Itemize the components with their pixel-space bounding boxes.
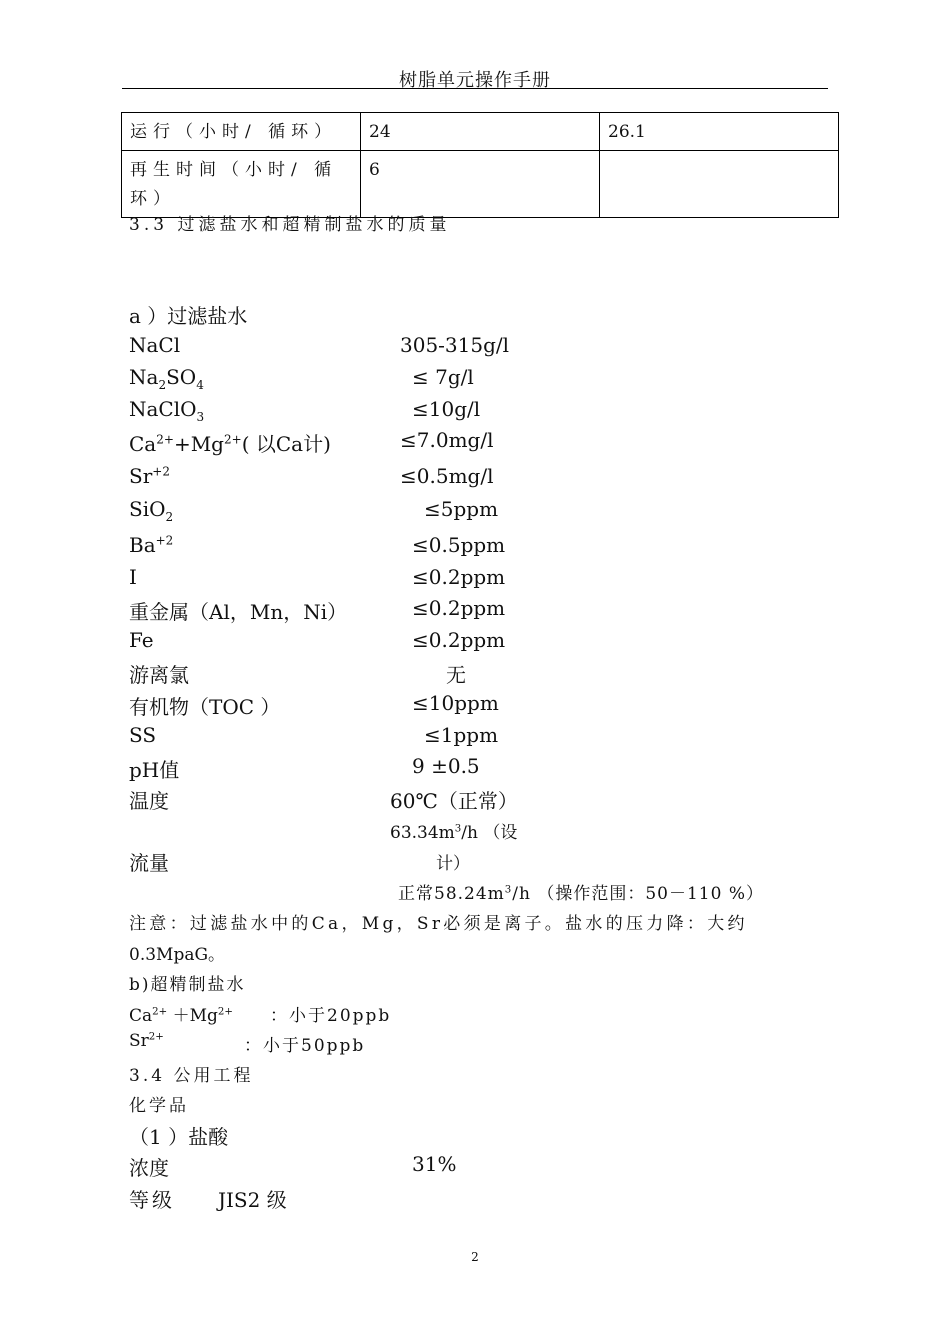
section-subtitle: 化学品 bbox=[129, 1096, 189, 1116]
spec-value: ≤0.2ppm bbox=[412, 628, 506, 652]
spec-name: SiO$_2$ bbox=[129, 497, 174, 524]
cell-text: 24 bbox=[369, 122, 391, 142]
spec-name: $Ca^{2+}+Mg^{2+}$( 以Ca计) bbox=[129, 432, 331, 456]
spec-name: $Ca^{2+} +Mg^{2+}$ bbox=[129, 1006, 233, 1026]
spec-name: $Sr^{+2}$ bbox=[129, 464, 170, 488]
spec-name: 浓度 bbox=[129, 1156, 169, 1180]
spec-value: ：小于50ppb bbox=[244, 1036, 366, 1056]
cell-text-line: 环） bbox=[130, 189, 176, 209]
flow-design-value: $63.34m^3/h$ （设 bbox=[390, 823, 518, 843]
spec-name: 重金属（Al，Mn，Ni） bbox=[129, 600, 348, 624]
flow-design-value-cont: 计） bbox=[436, 854, 470, 874]
table-cell-label bbox=[122, 151, 361, 218]
spec-value: ≤1ppm bbox=[424, 723, 499, 747]
spec-name: 等级 bbox=[129, 1188, 175, 1212]
regeneration-table bbox=[121, 112, 839, 218]
table-row bbox=[122, 151, 839, 218]
cell-text: 运行（小时/ 循环） bbox=[130, 122, 338, 142]
subsection-heading: a ）过滤盐水 bbox=[129, 304, 248, 328]
spec-value: 31% bbox=[412, 1152, 457, 1176]
note-text: 注意：过滤盐水中的Ca，Mg，Sr必须是离子。盐水的压力降：大约 bbox=[129, 914, 748, 934]
table-cell-value bbox=[600, 113, 839, 151]
spec-value: ≤10ppm bbox=[412, 691, 499, 715]
spec-value: ≤7.0mg/l bbox=[400, 428, 494, 452]
spec-value: ≤10g/l bbox=[412, 397, 481, 421]
spec-value: 无 bbox=[446, 663, 466, 687]
table-cell-value bbox=[600, 151, 839, 218]
cell-text: 6 bbox=[369, 160, 380, 180]
spec-name: I bbox=[129, 565, 137, 589]
spec-value: ≤0.2ppm bbox=[412, 596, 506, 620]
spec-value: ≤5ppm bbox=[424, 497, 499, 521]
cell-text: 26.1 bbox=[608, 122, 646, 142]
spec-value: 9 ±0.5 bbox=[412, 754, 480, 778]
spec-value: ≤ 7g/l bbox=[412, 365, 474, 389]
cell-text-line: 再生时间（小时/ 循 bbox=[130, 160, 338, 180]
spec-name: 有机物（TOC ） bbox=[129, 695, 281, 719]
table-cell-value bbox=[361, 151, 600, 218]
spec-name: $Ba^{+2}$ bbox=[129, 533, 174, 557]
page-header-title: 树脂单元操作手册 bbox=[399, 70, 551, 91]
spec-value: ≤0.5mg/l bbox=[400, 464, 494, 488]
spec-name: NaClO$_3$ bbox=[129, 397, 205, 424]
spec-value: ≤0.2ppm bbox=[412, 565, 506, 589]
table-cell-value bbox=[361, 113, 600, 151]
spec-value: ≤0.5ppm bbox=[412, 533, 506, 557]
spec-value: 60℃（正常） bbox=[390, 789, 518, 813]
spec-name: $Na_2SO_4$ bbox=[129, 365, 204, 392]
spec-value: 305-315g/l bbox=[400, 333, 510, 357]
table-row bbox=[122, 113, 839, 151]
flow-normal-value: 正常$58.24m^3/h$ （操作范围：50－110 %） bbox=[398, 884, 764, 904]
spec-name: pH值 bbox=[129, 758, 180, 782]
spec-name: 游离氯 bbox=[129, 663, 189, 687]
spec-name: $Sr^{2+}$ bbox=[129, 1031, 164, 1051]
spec-name: SS bbox=[129, 723, 157, 747]
spec-name: NaCl bbox=[129, 333, 181, 357]
spec-name: 温度 bbox=[129, 789, 169, 813]
table-cell-label bbox=[122, 113, 361, 151]
spec-name: 流量 bbox=[129, 851, 169, 875]
header-rule bbox=[122, 88, 828, 89]
section-heading: 3.3 过滤盐水和超精制盐水的质量 bbox=[129, 215, 451, 235]
note-text: 0.3MpaG。 bbox=[129, 945, 226, 965]
subsection-heading: （1 ）盐酸 bbox=[129, 1125, 229, 1149]
spec-value: ：小于20ppb bbox=[270, 1006, 392, 1026]
page-number: 2 bbox=[471, 1250, 479, 1264]
spec-name: Fe bbox=[129, 628, 154, 652]
subsection-heading: b)超精制盐水 bbox=[129, 975, 246, 995]
section-heading: 3.4 公用工程 bbox=[129, 1066, 254, 1086]
spec-value: JIS2 级 bbox=[218, 1188, 287, 1212]
